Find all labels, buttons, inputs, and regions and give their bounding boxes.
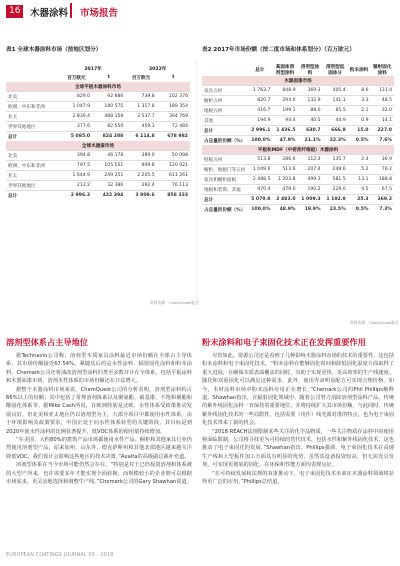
table-cell: 0.9 (348, 116, 371, 126)
section-label: 木器涂料 (30, 8, 69, 19)
table-cell: 40.5 (298, 116, 323, 126)
table-cell: 67.5 (371, 185, 395, 195)
row-label: 地板五材 (202, 106, 247, 116)
table-cell: 286.6 (272, 155, 297, 165)
paragraph: “2018 REACH法规限制某些关注的化学品物质，一些关注物质在涂料中的使用将面临限制，公司将寻找更为可持续的替代技术，包括水性和紫外线固化技术，这也推动了电子束固化的发展。”Shawhan指出。Phillips强调，电子束固化技术在高速生产线和大型板件加工方面具有明显的优势，虽然其设备投资较高，但无需光引发剂，可实现更彻底的固化，在环保和性能方面均表现良好。 (202, 428, 394, 469)
table-cell: 304 769 (157, 112, 190, 122)
table-cell: 141.1 (323, 96, 348, 106)
table1-band: 全球木器漆市场 (6, 141, 190, 151)
table-cell: 102 376 (157, 92, 190, 102)
table2-caption: 表2 2017年市场份额（按二度市场和体系划分）（百万欧元） (202, 47, 355, 53)
table-cell: 48.5 (371, 96, 395, 106)
table-row (6, 112, 190, 122)
topic-label: 市场报告 (80, 8, 119, 19)
table-cell: 76.2 (371, 165, 395, 175)
column-divider (196, 60, 197, 310)
table-cell: 829.0 (61, 92, 92, 102)
table-cell: 94.4 (272, 116, 297, 126)
table-cell: 100.0% (247, 205, 272, 215)
table1-unit: t (107, 75, 110, 80)
paragraph: 尽管如此，资源公司还是看到了几种影响木器涂料市场的技术的重要性，这包括粉末涂料和电子束固化技术。“粉末涂料在能够固化时间和降低固化温度方面取得了重大进展，在确保木质表面覆盖的同时，有助于实现更快、更高效率的生产线速度。随化和双重固化可以满足这种需求，此外，使用寿命明显配方可实现合理价格。如今，木材涂料市场中粉末涂料应用正在增长，”Chemark公司的Phil Phillips解释道。Shawhan指出，在辐射固化领域中，随着公司努力消除溶剂型涂料产品，传统的紫外线固化涂料一直保持着重要地位，并将持续扩大其市场份额，与此同时，传统紫外线固化技术的一些局限性，包括需要（用作）线光源对准的特点，也为电子束固化技术带来了新的机会。 (202, 353, 394, 427)
table-cell: 1 049.6 (247, 165, 272, 175)
table1-unit: t (172, 75, 175, 80)
table-cell: 0.5% (348, 205, 371, 215)
table-cell: 72 484 (157, 122, 190, 132)
row-label: 北美 (6, 151, 61, 161)
table-cell: 2 205.5 (125, 171, 156, 181)
table-cell: 499.3 (298, 175, 323, 185)
table-cell: 1 763.7 (247, 86, 272, 96)
table-row (6, 181, 190, 191)
table-cell: 22.3% (323, 136, 348, 146)
table1-unit-row (6, 73, 190, 82)
table-cell: 82 550 (92, 122, 125, 132)
row-label: 世界其他地区 (6, 181, 61, 191)
table-cell: 2 996.1 (247, 126, 272, 136)
table-row (202, 205, 394, 215)
table1-year-row (6, 64, 190, 73)
table1 (6, 64, 190, 200)
table1-source: 资料来源：ChemQuest报告 (150, 300, 199, 305)
table-cell: 4.5 (348, 185, 371, 195)
table-cell: 739.8 (125, 92, 156, 102)
table-cell: 213.2 (61, 181, 92, 191)
table-cell: 120 021 (157, 161, 190, 171)
table-cell: 32.0 (371, 106, 395, 116)
table2-column-header: 粉末涂料 (349, 68, 369, 73)
table-cell: 666.9 (323, 126, 348, 136)
table-cell: 389.0 (125, 151, 156, 161)
row-label: 占总量的份额（%） (202, 205, 247, 215)
table-cell: 369.3 (298, 86, 323, 96)
table-cell: 2.1 (348, 106, 371, 116)
table-row (202, 155, 394, 165)
table-row (6, 122, 190, 132)
table-cell: 479.0 (272, 185, 297, 195)
table-row (202, 175, 394, 185)
table-cell: 0.5% (348, 136, 371, 146)
row-label: 欧洲、中东和非洲 (6, 161, 61, 171)
table2-column-header: 辐射固化涂料 (373, 65, 392, 76)
table-cell: 970.4 (247, 185, 272, 195)
table-row (202, 165, 394, 175)
table-cell: 513.6 (272, 165, 297, 175)
row-label: 总计 (202, 195, 247, 205)
table-cell: 2 830.4 (61, 112, 92, 122)
header-divider (70, 3, 72, 18)
table-cell: 394.8 (61, 151, 92, 161)
table-cell: 36.9 (371, 155, 395, 165)
left-article-body (6, 352, 192, 548)
table1-year: 2017年 (84, 66, 102, 72)
paragraph: “在美国，大约80%的建筑产品市场都使用水性产品。橱柜和其他家具行业仍然使用溶剂型产品，原来加州、山东外，德克萨斯州和其他北部地区越来越关注降低VOC。我们预计会影响这些地区的技术决策。”Axalta的高级副总裁补充道。 (6, 437, 192, 460)
row-label: 家具五材 (202, 86, 247, 96)
table-cell: 678 982 (157, 132, 190, 142)
table-cell: 112.3 (298, 155, 323, 165)
table-cell: 377.6 (61, 122, 92, 132)
table1-year: 2022年 (148, 66, 167, 72)
table-cell: 513.8 (247, 155, 272, 165)
table-cell: 405.4 (323, 86, 348, 96)
table-cell: 2 996.3 (61, 191, 92, 201)
table-cell: 76 113 (157, 181, 190, 191)
table-row (202, 116, 394, 126)
row-label: 世界其他地区 (6, 122, 61, 132)
table1-caption: 表1 全球木器涂料市场（按地区划分） (6, 47, 102, 53)
row-label: 家具和橱柜面板 (202, 175, 247, 185)
table-cell: 2.4 (348, 155, 371, 165)
table-cell: 229.0 (323, 185, 348, 195)
table-row (6, 102, 190, 112)
table-cell: 797.5 (61, 161, 92, 171)
table2-band: 木器面漆市场 (202, 76, 394, 86)
table-cell: 292.4 (125, 181, 156, 191)
table2-column-header: 高固体溶剂型涂料 (275, 65, 295, 76)
row-label: 总计 (6, 132, 61, 142)
table-cell: 369.3 (371, 195, 395, 205)
row-label: 壁板五材 (202, 155, 247, 165)
table-cell: 3 537.7 (125, 112, 156, 122)
table-row (202, 96, 394, 106)
table-cell: 207.4 (298, 165, 323, 175)
table-cell: 294.0 (272, 96, 297, 106)
table-cell: 1 203.8 (272, 175, 297, 185)
table-cell: 1 317.8 (125, 102, 156, 112)
table-cell: 19.9% (298, 205, 323, 215)
table-cell: 8.6 (348, 86, 371, 96)
table-row (6, 151, 190, 161)
table-cell: 25.3 (348, 195, 371, 205)
table-cell: 432 394 (92, 191, 125, 201)
table-cell: 5.2 (348, 165, 371, 175)
table-cell: 50 098 (157, 151, 190, 161)
table-row (6, 191, 190, 201)
table-cell: 2 483.0 (272, 195, 297, 205)
row-label: 总计 (6, 191, 61, 201)
table-cell: 1 192.9 (323, 195, 348, 205)
table-row (202, 126, 394, 136)
table-cell: 858 333 (157, 191, 190, 201)
table2-column-header: 溶剂型涂料 (300, 65, 320, 76)
paragraph: 据整个木器涂料市场来说，ChemQuest公司的分析表明，溶剂型涂料约占66%以上的份额；其中包括了常规溶剂体系以及聚氨酯、硝基漆、不饱和聚酯和酸固化体系等。据Mike Cash所说，在欧洲特别是北欧，水性体系受政策推动发展良好，但北美和亚太地区仍以溶剂型为主，大部分项目中都使用水性体系。由于环境影响及政策要求，中国正处于向水性体系转型的关键阶段，其目标是到2020年使水性涂料的比例显著提升，低VOC体系的使用量持续增加。 (6, 386, 192, 435)
row-label: 地板和装饰、其他 (202, 185, 247, 195)
table2-column-header: 溶剂型低固体分 (325, 65, 345, 76)
table1-unit: 百万欧元 (131, 75, 151, 81)
table-row (202, 195, 394, 205)
row-label: 橱柜、地板门等五材 (202, 165, 247, 175)
table-row (202, 185, 394, 195)
table2-band: 平板和MDF（中密度纤维板）木器涂料 (202, 145, 394, 155)
table-cell: 85.5 (323, 106, 348, 116)
table1-unit: 百万欧元 (67, 75, 86, 81)
paragraph: “在可持续发展和法规的双重推动下，电子束固化技术未来在木器涂料领域将获得更广泛的应用，”Phillips总结道。 (202, 470, 394, 486)
table-cell: 180 575 (92, 102, 125, 112)
table-cell: 909.8 (125, 161, 156, 171)
table-cell: 6 114.8 (125, 132, 156, 142)
table2-source: 资料来源：ChemQuest报告 (350, 320, 399, 325)
table-cell: 92 886 (92, 92, 125, 102)
table-cell: 21.1% (298, 136, 323, 146)
table-cell: 47.9% (272, 136, 297, 146)
table-row (6, 161, 190, 171)
table-cell: 249 251 (92, 171, 125, 181)
table-cell: 416.7 (247, 106, 272, 116)
row-label: 占总量的份额（%） (202, 136, 247, 146)
table-cell: 46 178 (92, 151, 125, 161)
table-row (202, 136, 394, 146)
table-cell: 488 158 (92, 112, 125, 122)
table-cell: 248.6 (323, 165, 348, 175)
table-cell: 131.4 (371, 86, 395, 96)
table-cell: 459.3 (125, 122, 156, 132)
table-cell: 132.9 (298, 96, 323, 106)
table-cell: 23.5% (323, 205, 348, 215)
table-cell: 3.3 (348, 96, 371, 106)
table-cell: 105 551 (92, 161, 125, 171)
table-cell: 581.5 (323, 175, 348, 185)
table-cell: 15.0 (348, 126, 371, 136)
table-cell: 13.1 (348, 175, 371, 185)
table-cell: 1 436.5 (272, 126, 297, 136)
left-article-title: 溶剂型体系占主导地位 (6, 337, 88, 347)
row-label: 亚太 (6, 112, 61, 122)
table-cell: 848.9 (272, 86, 297, 96)
table-cell: 3 809.6 (125, 191, 156, 201)
table-cell: 820.7 (247, 96, 272, 106)
row-label: 欧洲、中东和非洲 (6, 102, 61, 112)
right-article-title: 粉末涂料和电子束固化技术正在发挥重要作用 (202, 337, 366, 347)
table-cell: 7.3% (371, 205, 395, 215)
table-cell: 5 085.0 (61, 132, 92, 142)
table-row (6, 132, 190, 142)
table-cell: 227.0 (371, 126, 395, 136)
table-cell: 100.0% (247, 136, 272, 146)
table-cell: 5 079.8 (247, 195, 272, 205)
row-label: 亚太 (6, 171, 61, 181)
footer-journal: EUROPEAN COATINGS JOURNAL 09 - 2018 (6, 553, 114, 558)
table-cell: 194.9 (247, 116, 272, 126)
table1-band: 全球平板木器涂料市场 (6, 82, 190, 92)
table-cell: 32 386 (92, 181, 125, 191)
table-cell: 611 261 (157, 171, 190, 181)
table-cell: 630.7 (298, 126, 323, 136)
table-cell: 1 644.9 (61, 171, 92, 181)
table-cell: 1 009.3 (298, 195, 323, 205)
table-cell: 2 488.5 (247, 175, 272, 185)
right-article-body (202, 352, 394, 548)
table-row (6, 92, 190, 102)
table2-column-header: 总计 (255, 68, 265, 73)
table-cell: 44.9 (323, 116, 348, 126)
table-cell: 824 288 (92, 132, 125, 142)
row-label: 总计 (202, 126, 247, 136)
table-cell: 7.6% (371, 136, 395, 146)
table-row (6, 171, 190, 181)
row-label: 橱柜五材 (202, 96, 247, 106)
table-row (202, 106, 394, 116)
row-label: 北美 (6, 92, 61, 102)
table-cell: 1 047.9 (61, 102, 92, 112)
table-cell: 14.1 (371, 116, 395, 126)
paragraph: 溶剂型体系在当今市场可能仍然会存在。“特别是对于已经投资溶剂和体系被的大型产所来，也许需要多年才能实现全面转换，而规模较小的企业则可以根据市场需求，更灵活地选择和调整生产线。”Chemark公司的Gary Shawhan说道。 (6, 462, 192, 486)
table-cell: 135.7 (323, 155, 348, 165)
table-cell: 188.8 (371, 175, 395, 185)
page-number: 16 (6, 5, 23, 18)
table-cell: 88.0 (298, 106, 323, 116)
paragraph: 据Technavio公司称，溶剂型木质家具涂料最近市场份额在全球占主导体系，其市场份额接近67.54%。紧随其后的是水性涂料、辐射固化涂料和粉末涂料。Chemark公司还将油改溶剂型涂料归类至多数并计在全体系，包括平板涂料和木器面漆市场，溶剂木性体系的市场份额还在日益增大。 (6, 353, 192, 385)
table-cell: 199.1 (272, 106, 297, 116)
row-label: 其他 (202, 116, 247, 126)
table2 (202, 64, 394, 214)
table-row (202, 86, 394, 96)
table2-header-row (202, 64, 394, 76)
table-cell: 189 354 (157, 102, 190, 112)
table-cell: 48.9% (272, 205, 297, 215)
table-cell: 190.2 (298, 185, 323, 195)
